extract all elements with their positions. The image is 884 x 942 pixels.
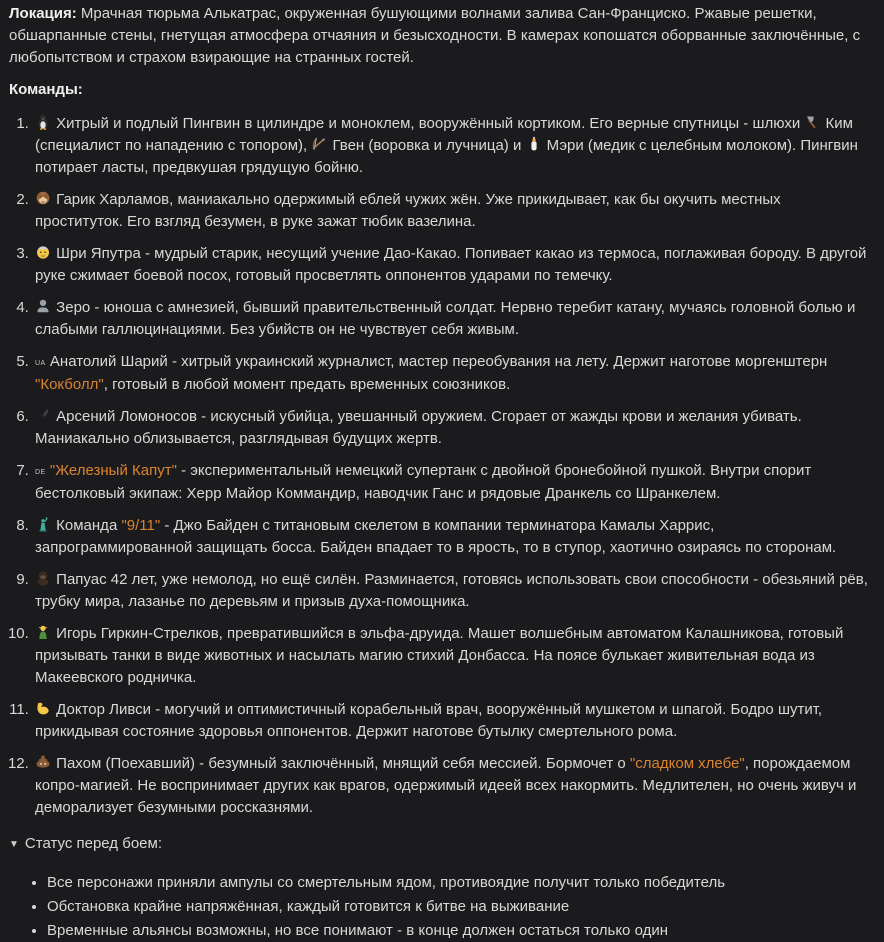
- old-man-icon: [35, 244, 52, 260]
- status-item: • Временные альянсы возможны, но все понимают - в конце должен остаться только один: [47, 920, 872, 942]
- location-paragraph: [9, 3, 872, 69]
- ua-flag-icon: ua: [35, 357, 46, 368]
- highlight-quote: "Железный Капут": [49, 462, 177, 479]
- highlight-quote: "9/11": [121, 517, 161, 534]
- location-text: Мрачная тюрьма Алькатрас, окруженная бушующими волнами залива Сан-Франциско. Ржавые решетки, обшарпанные стены, гнетущая атмосфера отчаяния и безысходности. В камерах копошатся оборванные заключённые, с любопытством и страхом взирающие на странных гостей.: [9, 5, 861, 66]
- team-item: 1. Хитрый и подлый Пингвин в цилиндре и моноклем, вооружённый кортиком. Его верные спутницы - шлюхи Ким (специалист по нападению с топором), Гвен (воровка и лучница) и Мэри (медик с целебным молоком). Пингвин потирает ласты, предвкушая грядущую бойню.: [33, 113, 872, 179]
- status-item: • Обстановка крайне напряжённая, каждый готовится к битве на выживание: [47, 896, 872, 918]
- status-summary[interactable]: [9, 833, 872, 856]
- statue-of-liberty-icon: [35, 516, 52, 532]
- status-list: [9, 872, 872, 942]
- gorilla-icon: [35, 570, 52, 586]
- penguin-icon: [35, 114, 52, 130]
- status-heading: Статус перед боем:: [24, 835, 162, 852]
- elf-icon: [35, 624, 52, 640]
- collapse-triangle-icon: ▼: [9, 839, 19, 850]
- dagger-icon: [35, 407, 52, 423]
- teams-list: [9, 113, 872, 819]
- highlight-quote: "сладком хлебе": [629, 755, 745, 772]
- de-flag-icon: de: [35, 466, 46, 477]
- team-item: 2. Гарик Харламов, маниакально одержимый еблей чужих жён. Уже прикидывает, как бы окучить местных проституток. Его взгляд безумен, в руке зажат тюбик вазелина.: [33, 189, 872, 233]
- bust-icon: [35, 298, 52, 314]
- team-item: 4. Зеро - юноша с амнезией, бывший правительственный солдат. Нервно теребит катану, мучаясь головной болью и слабыми галлюцинациями. Без убийств он не чувствует себя живым.: [33, 297, 872, 341]
- status-section: [9, 833, 872, 942]
- location-label: Локация:: [9, 5, 77, 22]
- axe-icon: [804, 114, 821, 130]
- team-item: 7. de "Железный Капут" - экспериментальный немецкий супертанк с двойной бронебойной пушкой. Внутри спорит бестолковый экипаж: Херр Майор Коммандир, наводчик Ганс и рядовые Дранкель со Шранкелем.: [33, 460, 872, 505]
- bottle-icon: [526, 136, 543, 152]
- team-item: 9. Папуас 42 лет, уже немолод, но ещё силён. Разминается, готовясь использовать свои способности - обезьяний рёв, трубку мира, лазанье по деревьям и призыв духа-помощника.: [33, 569, 872, 613]
- team-item: 6. Арсений Ломоносов - искусный убийца, увешанный оружием. Сгорает от жажды крови и желания убивать. Маниакально облизывается, разглядывая будущих жертв.: [33, 406, 872, 450]
- biceps-icon: [35, 700, 52, 716]
- team-item: 11. Доктор Ливси - могучий и оптимистичный корабельный врач, вооружённый мушкетом и шпагой. Бодро шутит, прикидывая состояние здоровья оппонентов. Держит наготове бутылку смертельного рома.: [33, 699, 872, 743]
- team-item: 5. ua Анатолий Шарий - хитрый украинский журналист, мастер переобувания на лету. Держит наготове моргенштерн "Кокболл", готовый в любой момент предать временных союзников.: [33, 351, 872, 396]
- team-item: 8. Команда "9/11" - Джо Байден с титановым скелетом в компании терминатора Камалы Харрис, запрограммированной защищать босса. Байден впадает то в ярость, то в ступор, хаотично озираясь по сторонам.: [33, 515, 872, 559]
- highlight-quote: "Кокболл": [35, 376, 104, 393]
- team-item: 3. Шри Япутра - мудрый старик, несущий учение Дао-Какао. Попивает какао из термоса, поглаживая бороду. В другой руке сжимает боевой посох, готовый просветлять оппонентов ударами по темечку.: [33, 243, 872, 287]
- team-item: 12. Пахом (Поехавший) - безумный заключённый, мнящий себя мессией. Бормочет о "сладком хлебе", порождаемом копро-магией. Не воспринимает других как врагов, одержимый идеей всех накормить. Медлителен, но очень живуч и деморализует безумными россказнями.: [33, 753, 872, 819]
- team-item: 10. Игорь Гиркин-Стрелков, превратившийся в эльфа-друида. Машет волшебным автоматом Калашникова, готовый призывать танки в виде животных и насылать магию стихий Донбасса. На поясе булькает живительная вода из Макеевского родничка.: [33, 623, 872, 689]
- status-item: • Все персонажи приняли ампулы со смертельным ядом, противоядие получит только победитель: [47, 872, 872, 894]
- monkey-icon: [35, 190, 52, 206]
- bow-icon: [311, 136, 328, 152]
- teams-heading: Команды:: [9, 81, 83, 98]
- poop-icon: [35, 754, 52, 770]
